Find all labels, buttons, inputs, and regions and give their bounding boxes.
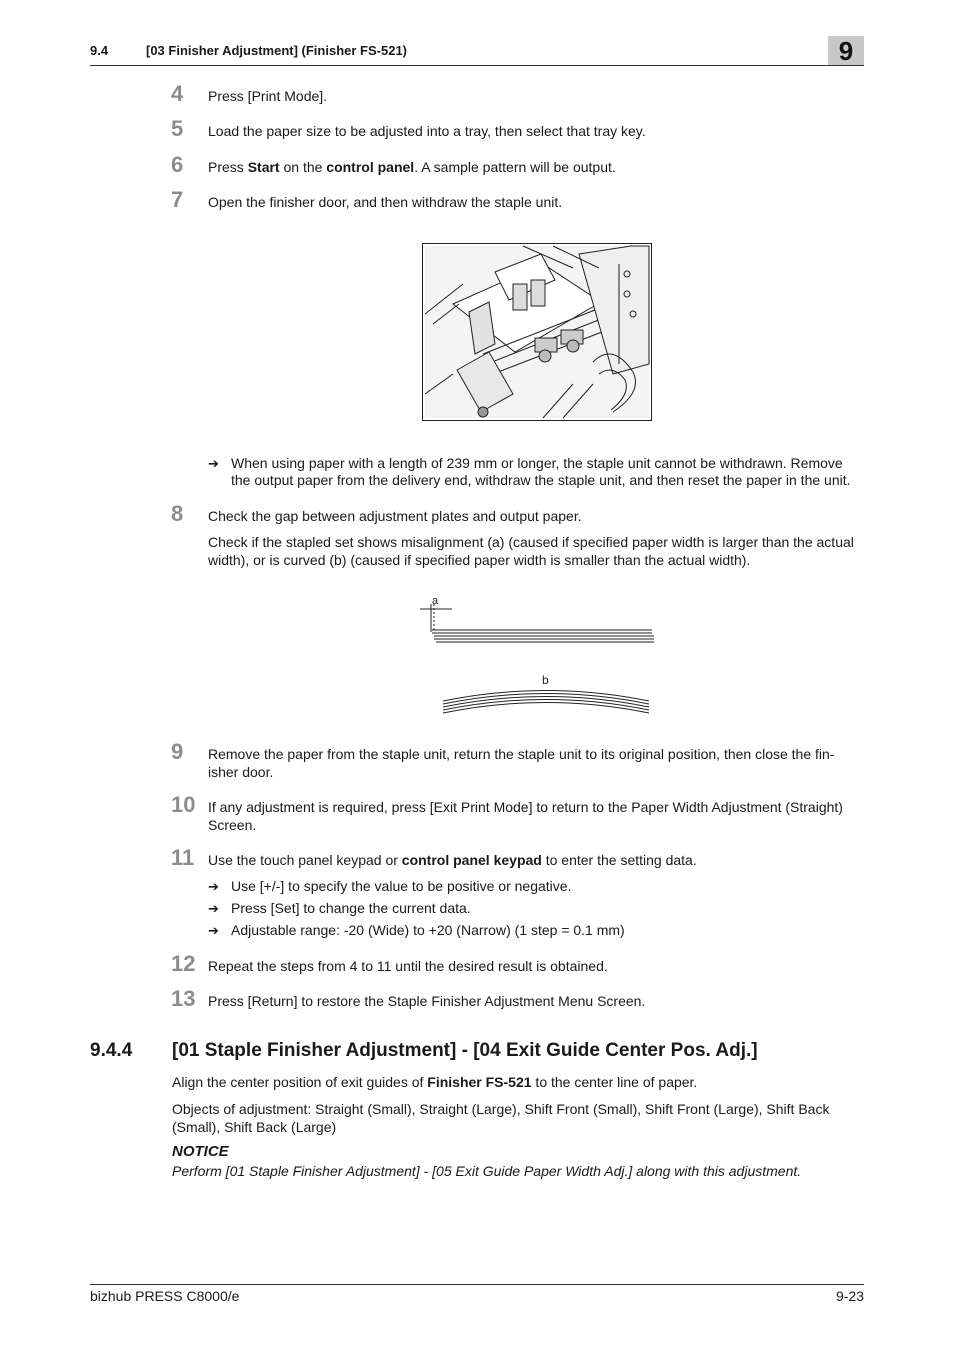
step-note: Adjustable range: -20 (Wide) to +20 (Narrow) (1 step = 0.1 mm) [231, 922, 625, 938]
step-number: 9 [171, 739, 184, 764]
step-text: Press [Return] to restore the Staple Finisher Adjustment Menu Screen. [208, 993, 646, 1009]
step-note: Press [Set] to change the current data. [231, 900, 471, 916]
notice-text: Perform [01 Staple Finisher Adjustment] - [05 Exit Guide Paper Width Adj.] along with this adjustment. [172, 1163, 802, 1179]
label-a: a [432, 595, 439, 607]
header-section-title: [03 Finisher Adjustment] (Finisher FS-521) [146, 43, 408, 58]
chapter-badge: 9 [828, 36, 864, 66]
header-rule [90, 65, 864, 66]
arrow-icon: ➔ [208, 923, 219, 938]
gap-diagram [420, 592, 660, 722]
footer-rule [90, 1284, 864, 1285]
step-text: Use the touch panel keypad or control panel keypad to enter the setting data. [208, 852, 697, 868]
section-number: 9.4.4 [90, 1040, 133, 1061]
step-text: Open the finisher door, and then withdraw the staple unit. [208, 194, 563, 210]
arrow-icon: ➔ [208, 901, 219, 916]
staple-unit-drawing [423, 244, 651, 420]
step-text: Repeat the steps from 4 to 11 until the desired result is obtained. [208, 958, 608, 974]
step-number: 6 [171, 152, 184, 177]
step-number: 11 [171, 845, 195, 870]
notice-title: NOTICE [172, 1143, 229, 1160]
step-text: Load the paper size to be adjusted into a tray, then select that tray key. [208, 123, 646, 139]
label-b: b [542, 673, 549, 687]
staple-unit-illustration [422, 243, 652, 421]
step-subtext: Check if the stapled set shows misalignment (a) (caused if specified paper width is larger than the actual width), or is curved (b) (caused if specified paper width is smaller than the actual width). [208, 534, 854, 568]
step-number: 13 [171, 986, 196, 1011]
step-text: Press [Print Mode]. [208, 88, 328, 104]
header-section-number: 9.4 [90, 43, 109, 58]
step-number: 12 [171, 951, 196, 976]
step-text: Check the gap between adjustment plates and output paper. [208, 508, 582, 524]
section-paragraph: Align the center position of exit guides of Finisher FS-521 to the center line of paper. [172, 1074, 698, 1090]
arrow-icon: ➔ [208, 456, 219, 471]
step-number: 4 [171, 81, 184, 106]
step-text: Press Start on the control panel. A sample pattern will be output. [208, 159, 616, 175]
section-paragraph: Objects of adjustment: Straight (Small), Straight (Large), Shift Front (Small), Shift Front (Large), Shift Back (Small), Shift Back (Large) [172, 1101, 830, 1135]
step-note: When using paper with a length of 239 mm or longer, the staple unit cannot be withdrawn. Remove the output paper from the delivery end, withdraw the staple unit, and then reset the paper in the unit. [231, 455, 851, 488]
step-number: 7 [171, 187, 184, 212]
step-number: 5 [171, 116, 184, 141]
gap-diagram-drawing [420, 592, 660, 722]
step-number: 10 [171, 792, 196, 817]
arrow-icon: ➔ [208, 879, 219, 894]
step-text: Remove the paper from the staple unit, return the staple unit to its original position, then close the fin-isher door. [208, 746, 835, 780]
footer-page-number: 9-23 [835, 1288, 864, 1304]
step-note: Use [+/-] to specify the value to be positive or negative. [231, 878, 572, 894]
step-text: If any adjustment is required, press [Exit Print Mode] to return to the Paper Width Adjustment (Straight) Screen. [208, 799, 843, 833]
step-number: 8 [171, 501, 184, 526]
footer-product: bizhub PRESS C8000/e [90, 1288, 240, 1304]
section-title: [01 Staple Finisher Adjustment] - [04 Exit Guide Center Pos. Adj.] [172, 1040, 758, 1061]
